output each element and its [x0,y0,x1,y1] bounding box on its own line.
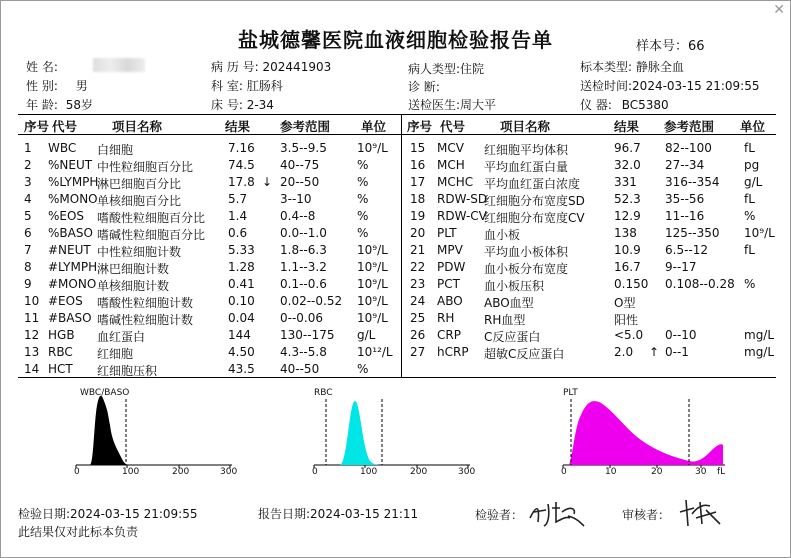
header-unit: 单位 [361,119,387,134]
sample-number [636,35,705,54]
cell-unit: % [357,175,369,189]
header-result: 结果 [614,119,640,134]
cell-seq: 13 [24,345,40,359]
cell-result: 331 [614,175,637,189]
cell-unit: 10⁹/L [357,311,388,325]
cell-code: MCH [437,158,465,172]
reviewer-label: 审核者： [622,508,671,522]
table-row [0,362,791,379]
cell-name: 红细胞 [97,347,134,361]
cell-range: 0.0--1.0 [280,226,327,240]
cell-unit: pg [744,158,760,172]
cell-name: 红细胞分布宽度SD [484,194,585,208]
cell-result: 2.0 [614,345,634,359]
cell-unit: 10⁹/L [357,260,388,274]
header-code: 代号 [52,119,78,134]
cell-range: 0.1--0.6 [280,277,327,291]
cell-range: 0--0.06 [280,311,324,325]
cell-seq: 18 [410,192,426,206]
plt-unit: fL [717,467,726,477]
cell-result: 0.10 [228,294,255,308]
rbc-histogram-label: RBC [314,388,333,398]
cell-result: 144 [228,328,251,342]
cell-seq: 20 [410,226,426,240]
cell-unit: 10⁹/L [357,277,388,291]
cell-result: 10.9 [614,243,641,257]
cell-code: hCRP [437,345,469,359]
cell-range: 0.108--0.28 [665,277,735,291]
age-field: 年 龄: 58岁 [26,98,93,112]
cell-code: #NEUT [48,243,91,257]
cell-name: 红细胞压积 [97,364,158,378]
cell-unit: 10⁹/L [357,294,388,308]
cell-name: 超敏C反应蛋白 [484,347,565,361]
cell-range: 40--75 [280,158,320,172]
cell-result: 7.16 [228,141,255,155]
cell-name: 单核细胞百分比 [97,194,182,208]
wbc-histogram-label: WBC/BASO [80,388,130,398]
cell-name: 中性粒细胞百分比 [97,160,194,174]
rbc-tick-100: 100 [360,467,378,477]
cell-seq: 2 [24,158,32,172]
cell-range: 0.02--0.52 [280,294,343,308]
cell-seq: 8 [24,260,32,274]
cell-range: 82--100 [665,141,712,155]
table-row [0,328,791,345]
instrument-field: 仪 器: BC5380 [580,98,669,112]
cell-seq: 15 [410,141,426,155]
cell-code: HGB [48,328,75,342]
cell-unit: % [357,209,369,223]
cell-name: RH血型 [484,313,526,327]
cell-unit: 10⁹/L [744,226,775,240]
cell-unit: % [357,158,369,172]
cell-unit: fL [744,192,755,206]
cell-code: #LYMPH [48,260,98,274]
rbc-histogram-plot [312,385,472,475]
cell-name: 血小板 [484,228,521,242]
test-date: 检验日期:2024-03-15 21:09:55 [18,507,198,521]
cell-code: PDW [437,260,466,274]
cell-range: 9--17 [665,260,697,274]
header-range: 参考范围 [280,119,331,134]
cell-unit: g/L [357,328,376,342]
cell-range: 35--56 [665,192,705,206]
rbc-tick-300: 300 [458,467,476,477]
report-title: 盐城德馨医院血液细胞检验报告单 [238,28,553,52]
table-row [0,141,791,158]
table-row [0,243,791,260]
cell-seq: 24 [410,294,426,308]
cell-seq: 9 [24,277,32,291]
cell-name: 平均血红蛋白量 [484,160,569,174]
wbc-histogram [74,385,238,477]
cell-unit: % [744,209,756,223]
cell-flag: ↓ [262,175,273,189]
wbc-tick-200: 200 [172,467,190,477]
cell-result: 阳性 [614,313,639,327]
table-row [0,175,791,192]
plt-tick-20: 20 [651,467,663,477]
cell-name: 中性粒细胞计数 [97,245,182,259]
cell-name: 淋巴细胞百分比 [97,177,182,191]
cell-code: %BASO [48,226,93,240]
cell-range: 3.5--9.5 [280,141,327,155]
sex-field: 性 别: 男 [26,79,88,93]
cell-code: %EOS [48,209,85,223]
cell-seq: 19 [410,209,426,223]
header-name: 项目名称 [112,119,163,134]
cell-code: CRP [437,328,461,342]
cell-name: ABO血型 [484,296,534,310]
cell-result: 5.33 [228,243,255,257]
wbc-tick-100: 100 [122,467,140,477]
cell-result: O型 [614,296,636,310]
cell-range: 0--1 [665,345,689,359]
cell-seq: 11 [24,311,40,325]
cell-flag: ↑ [649,345,660,359]
cell-name: 嗜碱性粒细胞计数 [97,313,194,327]
cell-range: 3--10 [280,192,312,206]
table-row [0,158,791,175]
sample-label: 样本号： [636,39,689,54]
cell-unit: mg/L [744,328,775,342]
cell-result: 0.04 [228,311,255,325]
cell-result: 12.9 [614,209,641,223]
cell-seq: 16 [410,158,426,172]
cell-range: 0--10 [665,328,697,342]
header-range: 参考范围 [664,119,715,134]
cell-range: 6.5--12 [665,243,709,257]
cell-name: 血小板分布宽度 [484,262,569,276]
cell-seq: 12 [24,328,40,342]
header-unit: 单位 [740,119,766,134]
cell-code: %MONO [48,192,98,206]
cell-result: 1.4 [228,209,248,223]
close-icon[interactable]: ✕ [773,2,785,18]
cell-seq: 22 [410,260,426,274]
cell-code: MPV [437,243,463,257]
cell-result: 1.28 [228,260,255,274]
send-time-field: 送检时间:2024-03-15 21:09:55 [580,79,760,93]
plt-histogram-plot [561,385,731,475]
rbc-tick-200: 200 [410,467,428,477]
header-code: 代号 [440,119,466,134]
cell-unit: % [357,362,369,376]
table-row [0,209,791,226]
cell-code: HCT [48,362,73,376]
cell-name: 单核细胞计数 [97,279,170,293]
cell-unit: mg/L [744,345,775,359]
wbc-histogram-plot [74,385,234,475]
cell-code: MCV [437,141,464,155]
cell-name: 白细胞 [97,143,134,157]
cell-seq: 3 [24,175,32,189]
cell-seq: 26 [410,328,426,342]
rbc-tick-0: 0 [312,467,318,477]
cell-seq: 23 [410,277,426,291]
cell-seq: 27 [410,345,426,359]
patient-type-field: 病人类型:住院 [408,62,485,76]
cell-range: 40--50 [280,362,320,376]
cell-name: 嗜酸性粒细胞百分比 [97,211,206,225]
plt-histogram-label: PLT [563,388,578,398]
cell-unit: g/L [744,175,763,189]
cell-name: 平均血红蛋白浓度 [484,177,581,191]
table-row [0,192,791,209]
plt-tick-30: 30 [695,467,707,477]
rbc-histogram [312,385,476,477]
table-row [0,277,791,294]
doctor-field: 送检医生:周大平 [408,98,497,112]
cell-unit: 10⁹/L [357,141,388,155]
header-result: 结果 [225,119,251,134]
cell-code: WBC [48,141,77,155]
cell-code: RDW-SD [437,192,488,206]
cell-result: 32.0 [614,158,641,172]
plt-tick-0: 0 [561,467,567,477]
cell-code: RBC [48,345,73,359]
cell-seq: 17 [410,175,426,189]
diagnosis-field: 诊 断: [408,80,440,94]
cell-name: 血红蛋白 [97,330,146,344]
table-row [0,311,791,328]
cell-code: ABO [437,294,463,308]
dept-field: 科 室: 肛肠科 [211,79,283,93]
cell-range: 11--16 [665,209,705,223]
wbc-tick-300: 300 [220,467,238,477]
table-row [0,294,791,311]
cell-result: 43.5 [228,362,255,376]
record-field: 病 历 号: 202441903 [211,60,332,74]
cell-result: 16.7 [614,260,641,274]
table-row [0,226,791,243]
cell-seq: 21 [410,243,426,257]
cell-result: 52.3 [614,192,641,206]
cell-range: 20--50 [280,175,320,189]
cell-seq: 4 [24,192,32,206]
name-field: 姓 名: [26,60,58,74]
cell-name: 嗜碱性粒细胞百分比 [97,228,206,242]
cell-code: RH [437,311,455,325]
header-seq: 序号 [24,119,50,134]
redacted-name [93,58,145,72]
cell-name: 血小板压积 [484,279,545,293]
table-row [0,345,791,362]
plt-tick-10: 10 [605,467,617,477]
cell-range: 0.4--8 [280,209,316,223]
cell-code: #BASO [48,311,92,325]
cell-name: 红细胞分布宽度CV [484,211,585,225]
cell-result: 74.5 [228,158,255,172]
cell-result: 5.7 [228,192,248,206]
cell-unit: % [744,277,756,291]
cell-code: PLT [437,226,457,240]
cell-result: 17.8 [228,175,255,189]
cell-unit: % [357,226,369,240]
cell-code: #MONO [48,277,97,291]
cell-unit: 10¹²/L [357,345,393,359]
header-seq: 序号 [407,119,433,134]
cell-seq: 6 [24,226,32,240]
cell-range: 125--350 [665,226,720,240]
reviewer-signature [676,494,724,530]
cell-code: RDW-CV [437,209,487,223]
sample-value: 66 [688,39,705,54]
table-row [0,260,791,277]
cell-seq: 25 [410,311,426,325]
cell-seq: 1 [24,141,32,155]
bed-field: 床 号: 2-34 [211,98,274,112]
cell-unit: fL [744,243,755,257]
cell-result: <5.0 [614,328,644,342]
cell-unit: % [357,192,369,206]
cell-name: 嗜酸性粒细胞计数 [97,296,194,310]
cell-range: 4.3--5.8 [280,345,327,359]
tester-label: 检验者： [475,508,524,522]
cell-result: 4.50 [228,345,255,359]
tester-signature [526,496,588,530]
cell-seq: 10 [24,294,40,308]
cell-code: %NEUT [48,158,93,172]
cell-result: 0.150 [614,277,649,291]
disclaimer: 此结果仅对此标本负责 [18,525,139,539]
cell-result: 0.6 [228,226,248,240]
header-name: 项目名称 [500,119,551,134]
plt-histogram [561,385,731,475]
cell-name: 平均血小板体积 [484,245,569,259]
cell-name: 红细胞平均体积 [484,143,569,157]
report-date: 报告日期:2024-03-15 21:11 [258,507,419,521]
cell-result: 96.7 [614,141,641,155]
cell-code: #EOS [48,294,83,308]
cell-range: 316--354 [665,175,720,189]
cell-code: %LYMPH [48,175,99,189]
cell-result: 138 [614,226,637,240]
cell-code: PCT [437,277,460,291]
sample-type-field: 标本类型: 静脉全血 [580,60,684,74]
cell-result: 0.41 [228,277,255,291]
cell-name: 淋巴细胞计数 [97,262,170,276]
cell-name: C反应蛋白 [484,330,541,344]
cell-seq: 5 [24,209,32,223]
cell-unit: fL [744,141,755,155]
cell-unit: 10⁹/L [357,243,388,257]
cell-range: 1.8--6.3 [280,243,327,257]
cell-range: 1.1--3.2 [280,260,327,274]
table-top-rule [18,114,776,115]
cell-seq: 14 [24,362,40,376]
cell-range: 27--34 [665,158,705,172]
cell-code: MCHC [437,175,474,189]
cell-seq: 7 [24,243,32,257]
cell-range: 130--175 [280,328,335,342]
wbc-tick-0: 0 [74,467,80,477]
